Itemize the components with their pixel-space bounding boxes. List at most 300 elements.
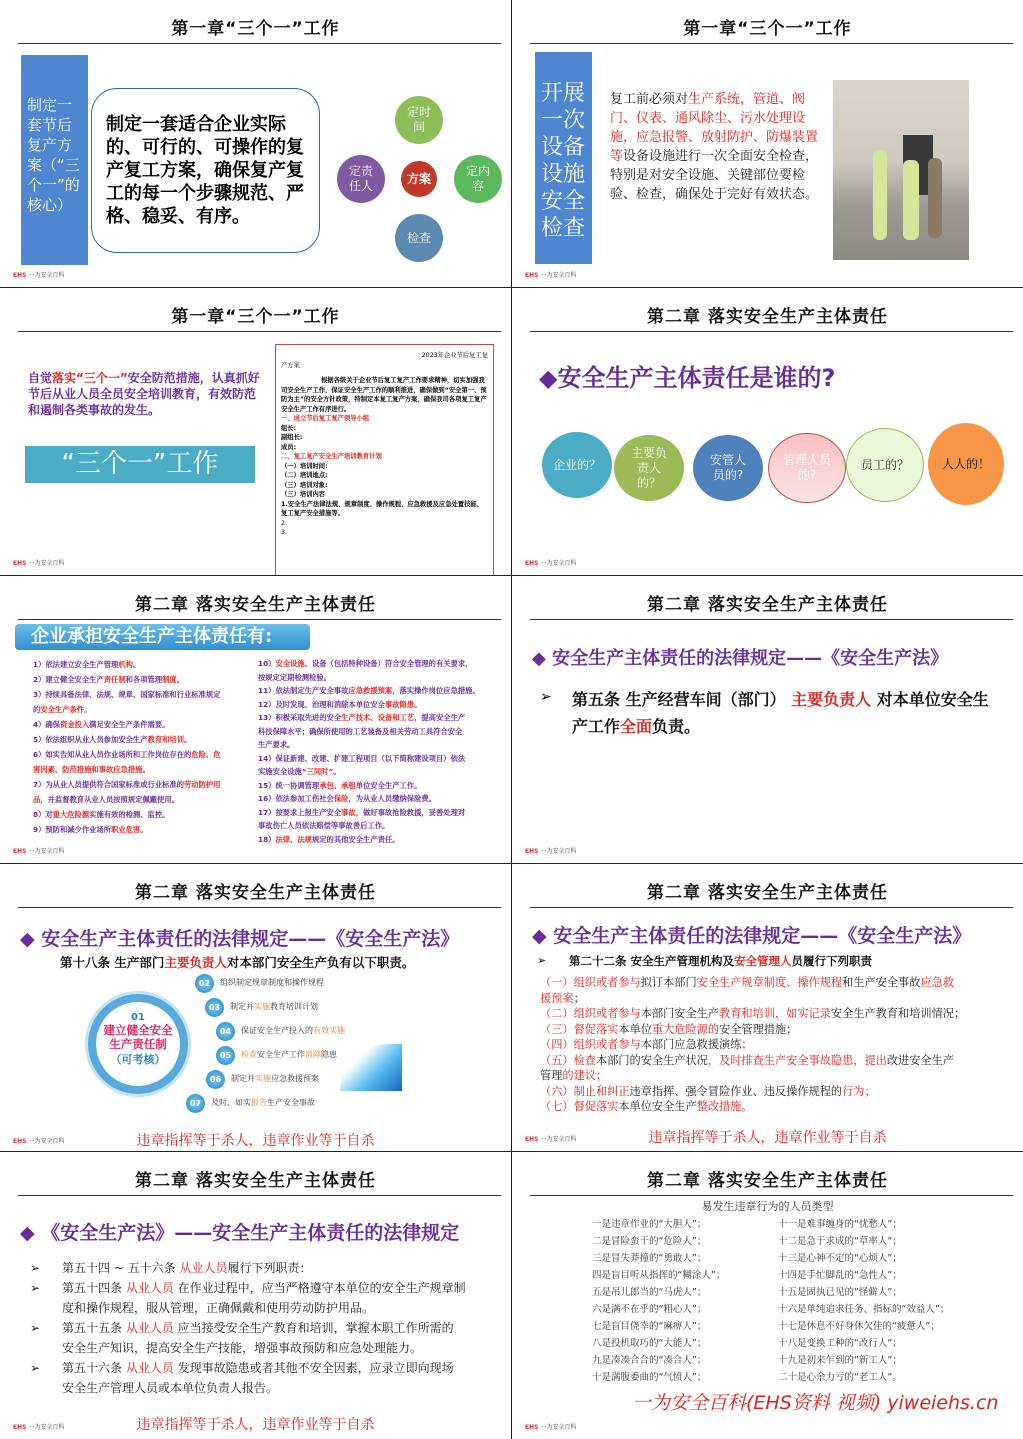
- slide-title: 第二章 落实安全生产主体责任: [647, 883, 888, 903]
- text-segment: 和生产安全事故: [842, 976, 921, 989]
- type-item: 十八是变换工种的“改行人”；: [778, 1338, 902, 1349]
- step-badge: 07: [186, 1094, 205, 1113]
- text-segment: 。: [333, 767, 341, 776]
- side-label: 制定一套节后复产方案（“三个一”的核心）: [21, 55, 88, 265]
- list-line: [540, 991, 965, 1007]
- type-item: 二是冒险蛮干的“危险人”；: [592, 1236, 707, 1247]
- text-segment: 对本部门安全生产负有以下职责。: [226, 955, 415, 970]
- law-heading: ◆ 安全生产主体责任的法律规定——《安全生产法》: [20, 928, 460, 950]
- article-list: [30, 1258, 505, 1398]
- law-heading: ◆ 安全生产主体责任的法律规定——《安全生产法》: [532, 648, 949, 669]
- article-line: [30, 1358, 505, 1378]
- type-item: 七是盲目侥幸的“麻痹人”；: [592, 1321, 707, 1332]
- footer-logo: EHS 一为安全百科: [525, 272, 577, 279]
- list-line: [33, 762, 221, 777]
- article-5: [572, 686, 1002, 740]
- duty-list-left: [33, 657, 221, 837]
- type-item: 十九是初来乍到的“新工人”；: [778, 1355, 902, 1366]
- doc-line: 副组长:: [281, 434, 303, 441]
- doc-line: （三）培训对象:: [281, 481, 328, 489]
- bubble-manager: 管理人员的?: [768, 433, 846, 503]
- node-content: 定内容: [454, 155, 502, 203]
- text-segment: 保证安全生产投入的: [241, 1026, 313, 1035]
- text-segment: 。: [414, 699, 422, 709]
- type-item: 五是吊儿郎当的“马虎人”；: [592, 1287, 707, 1298]
- highlight-text: 事故隐患: [384, 699, 415, 709]
- side-label: 开展一次设备设施安全检查: [535, 52, 592, 264]
- text-segment: 设备设施进行一次全面安全检查，特别是对安全设施、关键部位要检验、检查，确保处于完好有效状态。: [610, 149, 819, 202]
- text-segment: 第五十五条: [62, 1321, 126, 1335]
- divider: [530, 43, 1013, 44]
- footer-logo: EHS 一为安全百科: [525, 1136, 577, 1143]
- text-segment: 安全生产工作: [257, 1050, 305, 1059]
- text-segment: 4）确保: [33, 720, 60, 729]
- text-segment: 改进安全生产: [886, 1053, 954, 1067]
- bullet-icon: ➢: [30, 1261, 41, 1275]
- highlight-text: 重大危险源的: [651, 1022, 720, 1036]
- slide-8[interactable]: [512, 864, 1023, 1151]
- step-text: [211, 1097, 315, 1109]
- text-segment: 拟订本部门: [640, 976, 697, 989]
- article-line: [30, 1258, 505, 1278]
- type-item: 八是投机取巧的“大能人”；: [592, 1338, 707, 1349]
- list-line: [540, 1037, 965, 1053]
- question-heading: ◆安全生产主体责任是谁的?: [539, 364, 836, 392]
- duty-list-right: [258, 657, 480, 846]
- text-segment: 18）: [258, 834, 276, 844]
- type-item: 九是凑凑合合的“凑合人”；: [592, 1355, 707, 1366]
- doc-paragraph: 根据各级关于企业节后复工复产工作要求精神，切实加强我司安全生产工作，保证安全生产工作的顺利推进，确保做到“安全第一、预防为主”的安全方针政策，特制定本复工复产方案，确保我司各项复工复产安全生产工作有序进行。: [281, 377, 487, 413]
- step-badge: 05: [216, 1046, 235, 1065]
- highlight-text: 承租: [341, 780, 356, 790]
- footer-logo: EHS 一为安全百科: [525, 848, 577, 855]
- text-segment: 12）及时发现、治理和消除本单位安全: [258, 699, 385, 709]
- banner: 企业承担安全生产主体责任有:: [15, 624, 310, 650]
- text-segment: 实施有效的检测、监控。: [89, 810, 170, 819]
- highlight-text: 行为；: [842, 1084, 876, 1098]
- text-segment: 。: [176, 675, 185, 684]
- list-line: [258, 833, 480, 847]
- type-item: 十五是固执已见的“怪僻人”；: [778, 1287, 902, 1298]
- list-line: [258, 752, 480, 766]
- text-segment: 负责。: [652, 717, 701, 736]
- list-line: [258, 806, 480, 820]
- doc-heading: 2023年企业节后复工复: [421, 352, 488, 359]
- highlight-text: 安全管理人: [734, 954, 792, 968]
- text-segment: 生产要求。: [258, 740, 295, 749]
- law-heading: ◆ 安全生产主体责任的法律规定——《安全生产法》: [532, 925, 972, 947]
- list-line: [33, 777, 221, 792]
- step-badge: 02: [195, 974, 214, 993]
- highlight-text: 教育和培训: [147, 735, 185, 744]
- text-segment: 17）按要求上报生产安全: [258, 807, 342, 817]
- text-segment: 满足安全生产条件需要。: [89, 720, 170, 729]
- text-segment: 13）积极采取先进的安全: [258, 713, 342, 722]
- divider: [18, 43, 501, 44]
- text-segment: 安全生产知识，提高安全生产技能，增强事故预防和应急处理能力。: [62, 1341, 423, 1355]
- divider: [18, 907, 501, 908]
- highlight-text: 应急救: [920, 976, 955, 989]
- text-segment: 科技保障水平；确保所使用的工艺装备及相关劳动工具符合安全: [258, 726, 463, 736]
- list-line: [540, 1022, 965, 1038]
- type-item: 十二是急于求成的“草率人”；: [778, 1236, 902, 1247]
- list-line: [540, 1068, 965, 1084]
- highlight-text: 制度: [162, 675, 177, 684]
- text-segment: 复工前必须对: [610, 92, 689, 107]
- text-segment: 履行下列职责：: [227, 1261, 312, 1275]
- list-line: [33, 672, 221, 687]
- list-line: [540, 975, 965, 991]
- slide-title: 第二章 落实安全生产主体责任: [647, 595, 888, 615]
- doc-line: 2.: [281, 519, 288, 527]
- step-text: [230, 1001, 318, 1013]
- highlight-text: （一）组织或者参与: [540, 976, 641, 989]
- responsibility-hub: [88, 994, 188, 1094]
- text-segment: 本部门安全生产: [640, 1007, 720, 1020]
- doc-line: （一）培训时间:: [281, 462, 328, 470]
- plan-document: [275, 344, 494, 575]
- text-segment: 事故伤亡人员依法赔偿等事故善后工作。: [258, 821, 390, 830]
- text-segment: 管理: [540, 1069, 563, 1082]
- slide-3[interactable]: [0, 288, 511, 575]
- text-segment: 第二十二条 安全生产管理机构及: [569, 954, 735, 968]
- highlight-text: 主要负责人: [164, 955, 227, 970]
- types-list-left: [592, 1216, 725, 1386]
- text-segment: 的: [33, 705, 41, 714]
- node-check: 检查: [395, 214, 443, 262]
- highlight-text: ；: [741, 1038, 753, 1051]
- footer-logo: EHS 一为安全百科: [13, 1424, 65, 1431]
- bubble-everyone: 人人的！: [928, 423, 1004, 505]
- highlight-text: 整改措施。: [696, 1100, 753, 1113]
- highlight-text: 安全生产条件: [40, 705, 85, 714]
- divider: [18, 619, 501, 620]
- text-segment: 教育培训计划: [270, 1002, 318, 1011]
- highlight-text: 机构: [118, 660, 133, 669]
- article-line: [30, 1298, 505, 1318]
- text-segment: 隐患: [321, 1050, 337, 1059]
- slide-5[interactable]: [0, 576, 511, 863]
- list-line: [33, 717, 221, 732]
- node-plan: 方案: [401, 161, 437, 197]
- doc-line: 组长:: [281, 424, 297, 432]
- text-segment: 10）: [258, 659, 276, 668]
- text-segment: 第五条 生产经营车间（部门）: [572, 690, 792, 709]
- highlight-text: （四）组织或者参与: [540, 1038, 641, 1051]
- highlight-text: （三）督促落实: [540, 1022, 619, 1036]
- list-line: [258, 711, 480, 725]
- type-item: 十一是难事缠身的“忧愁人”；: [778, 1219, 902, 1230]
- list-line: [258, 819, 480, 833]
- list-line: [540, 1006, 965, 1022]
- highlight-text: 生产技术、设备和工艺: [341, 713, 415, 722]
- text-segment: ，并监督教育从业人员按照规定佩戴使用。: [40, 795, 179, 804]
- text-segment: 、设备（包括特种设备）符合安全管理的有关要求，: [304, 659, 473, 668]
- list-line: [33, 657, 221, 672]
- highlight-text: 从业人员: [125, 1361, 174, 1375]
- node-owner: 定责任人: [337, 155, 385, 203]
- divider: [530, 907, 1013, 908]
- highlight-text: 报告: [251, 1098, 267, 1107]
- slide-2[interactable]: [512, 0, 1023, 287]
- text-segment: 5）依法组织从业人员参加安全生产: [33, 735, 148, 744]
- text-segment: 本单位安全生产: [618, 1100, 697, 1113]
- inspection-photo: [833, 80, 969, 260]
- highlight-text: 的建议；: [562, 1069, 608, 1082]
- highlight-text: 安全生产规章制度、操作规程: [696, 976, 843, 989]
- highlight-text: 安全设施: [275, 659, 305, 668]
- doc-heading-2: 产方案: [281, 361, 300, 369]
- list-line: [540, 1053, 965, 1069]
- divider: [530, 331, 1013, 332]
- divider: [18, 1195, 501, 1196]
- text-segment: 安全防范措施，认真抓好节后从业人员全员安全培训教育，有效防范和遏制各类事故的发生。: [28, 371, 260, 417]
- type-item: 十四是手忙脚乱的“急性人”；: [778, 1270, 902, 1281]
- text-segment: 第五十四条: [62, 1281, 126, 1295]
- highlight-text: 事故: [341, 807, 356, 817]
- slide-4[interactable]: [512, 288, 1023, 575]
- summary-box: 制定一套适合企业实际的、可行的、可操作的复产复工方案，确保复产复工的每一个步骤规范、严格、稳妥、有序。: [91, 88, 320, 253]
- bubble-principal: 主要负责人的？: [614, 435, 684, 501]
- type-item: 十是满腹委曲的“气愤人”；: [592, 1372, 707, 1383]
- bubble-employee: 员工的？: [846, 428, 924, 502]
- list-line: [258, 698, 480, 712]
- article-line: [30, 1378, 505, 1398]
- bullet-icon: ➢: [30, 1281, 41, 1295]
- text-segment: 按规定定期检测检验。: [258, 672, 331, 682]
- slide-title: 第一章“三个一”工作: [683, 19, 852, 39]
- types-list-right: [778, 1216, 949, 1386]
- step-text: [241, 1049, 337, 1061]
- hub-subtitle: （可考核）: [110, 1053, 166, 1066]
- text-segment: 。: [142, 765, 150, 774]
- highlight-text: 援预案: [540, 991, 574, 1005]
- step-badge: 04: [216, 1022, 235, 1041]
- highlight-text: 从业人员: [179, 1261, 228, 1275]
- text-segment: 和各项管理: [125, 675, 163, 684]
- slide-1[interactable]: [0, 0, 511, 287]
- text-segment: 违章指挥、强令冒险作业、违反操作规程的: [629, 1084, 843, 1098]
- text-segment: 9）预防和减少作业场所: [33, 825, 112, 834]
- text-segment: 安全生产教育和培训情况；: [830, 1007, 966, 1020]
- text-segment: 7）为从业人员提供符合国家标准或行业标准的: [33, 780, 185, 789]
- text-segment: 安全生产管理人员或本单位负责人报告。: [62, 1381, 279, 1395]
- doc-line: 1.安全生产法律法规、规章制度、操作规程、应急救援及应急处置技能、复工复产安全措施等。: [281, 500, 483, 517]
- highlight-text: 从业人员: [125, 1321, 174, 1335]
- highlight-text: 资金投入: [59, 720, 90, 729]
- list-line: [258, 671, 480, 685]
- watermark: 一为安全百科(EHS资料 视频) yiweiehs.cn: [632, 1392, 999, 1414]
- highlight-text: 实施: [255, 1074, 271, 1083]
- slide-title: 第一章“三个一”工作: [171, 307, 340, 327]
- list-line: [258, 765, 480, 779]
- text-segment: 自觉: [28, 371, 53, 385]
- text-segment: 、: [333, 780, 342, 790]
- type-item: 三是冒失莽撞的“勇敢人”；: [592, 1253, 707, 1264]
- type-item: 十三是心神不定的“心烦人”；: [778, 1253, 902, 1264]
- text-segment: 。: [84, 705, 92, 714]
- bullet-icon: ➢: [540, 689, 552, 705]
- type-item: 六是满不在乎的“粗心人”；: [592, 1304, 707, 1315]
- slogan: 违章指挥等于杀人，违章作业等于自杀: [136, 1133, 375, 1149]
- list-line: [33, 792, 221, 807]
- law-heading: ◆ 《安全生产法》——安全生产主体责任的法律规定: [20, 1222, 460, 1244]
- text-segment: 8）对: [33, 810, 53, 819]
- text-segment: 。: [184, 735, 192, 744]
- step-badge: 06: [206, 1070, 225, 1089]
- doc-section-2: 二、复工复产安全生产培训教育计划: [281, 453, 382, 460]
- text-segment: 对本单位安全生产工作: [572, 690, 989, 736]
- list-line: [33, 732, 221, 747]
- highlight-text: 有效实施: [313, 1026, 345, 1035]
- list-line: [540, 1099, 965, 1115]
- text-segment: 。: [140, 825, 148, 834]
- text-segment: 本部门的安全生产状况: [595, 1053, 708, 1067]
- slide-title: 第二章 落实安全生产主体责任: [135, 1171, 376, 1191]
- footer-logo: EHS 一为安全百科: [525, 1424, 577, 1431]
- footer-logo: EHS 一为安全百科: [13, 272, 65, 279]
- list-line: [33, 687, 221, 702]
- highlight-text: 承包: [319, 780, 334, 790]
- text-segment: 2）建立健全安全生产: [33, 675, 104, 684]
- highlight-text: 品: [33, 795, 41, 804]
- highlight-text: 保险: [333, 794, 349, 803]
- highlight-text: 职业危害: [111, 825, 141, 834]
- footer-logo: EHS 一为安全百科: [525, 560, 577, 567]
- text-segment: 3）持续具备法律、法规、规章、国家标准和行业标准规定: [33, 690, 221, 699]
- step-badge: 03: [205, 998, 224, 1017]
- bullet-icon: ➢: [537, 954, 547, 967]
- text-segment: 。: [132, 660, 141, 669]
- body-text: [610, 90, 820, 204]
- list-line: [258, 738, 480, 752]
- type-item: 四是盲目听从指挥的“糊涂人”；: [592, 1270, 726, 1281]
- doc-line: 3.: [281, 529, 288, 536]
- step-text: [220, 977, 324, 989]
- bullet-icon: ➢: [30, 1361, 41, 1375]
- highlight-text: 法规: [297, 834, 312, 844]
- text-segment: 1）依法建立安全生产管理: [33, 660, 119, 669]
- divider: [530, 619, 1013, 620]
- duty-list: [540, 975, 965, 1115]
- footer-logo: EHS 一为安全百科: [13, 848, 65, 855]
- highlight-text: ，及时排查生产安全事故隐患，提出: [707, 1053, 887, 1067]
- footer-logo: EHS 一为安全百科: [13, 560, 65, 567]
- hub-title: 建立健全安全生产责任制: [103, 1023, 173, 1051]
- intro-text: [28, 370, 263, 418]
- highlight-text: 教育和培训，如实记录: [719, 1007, 831, 1020]
- text-segment: 第五十六条: [62, 1361, 126, 1375]
- doc-section-1: 一、成立节后复工复产领导小组: [281, 415, 370, 422]
- article-22: [569, 953, 872, 969]
- text-segment: 应当接受安全生产教育和培训，掌握本职工作所需的: [173, 1321, 454, 1335]
- slide-9[interactable]: [0, 1152, 511, 1439]
- text-segment: 发现事故隐患或者其他不安全因素，应录立即向现场: [173, 1361, 454, 1375]
- highlight-text: 检查: [241, 1050, 257, 1059]
- text-segment: 15）统一协调管理: [258, 780, 320, 790]
- text-segment: 16）依法参加工伤社会: [258, 794, 334, 803]
- text-segment: 、: [290, 834, 298, 844]
- list-line: [540, 1084, 965, 1100]
- text-segment: 组织制定规章制度和操作规程: [220, 978, 324, 987]
- text-segment: 第五十四 ~ 五十六条: [62, 1261, 180, 1275]
- highlight-text: 法律: [275, 834, 291, 844]
- slide-6[interactable]: [512, 576, 1023, 863]
- highlight-text: 落实“三个一”: [52, 371, 128, 385]
- text-segment: 安全管理措施；: [719, 1022, 798, 1036]
- text-segment: ，落实操作岗位应急措施。: [392, 686, 480, 695]
- highlight-text: 劳动防护用: [184, 780, 221, 789]
- slide-7[interactable]: [0, 864, 511, 1151]
- list-line: [33, 822, 221, 837]
- text-segment: 规定的其他安全生产责任。: [311, 834, 400, 844]
- text-segment: 员履行下列职责: [791, 954, 873, 968]
- list-line: [33, 807, 221, 822]
- text-segment: ，做好事故抢险救援，妥善处理对: [355, 807, 466, 817]
- list-line: [258, 725, 480, 739]
- article-18: [60, 953, 414, 971]
- list-line: [258, 779, 480, 793]
- text-segment: 制定并: [231, 1074, 255, 1083]
- highlight-text: 全面: [620, 717, 653, 736]
- text-segment: ，提高安全生产: [414, 713, 466, 722]
- text-segment: 单位安全生产工作。: [355, 780, 422, 790]
- slide-title: 第二章 落实安全生产主体责任: [647, 307, 888, 327]
- text-segment: 6）如实告知从业人员作业场所和工作岗位存在的: [33, 750, 192, 759]
- highlight-text: （二）组织或者参与: [540, 1007, 641, 1020]
- slogan: 违章指挥等于杀人，违章作业等于自杀: [648, 1130, 887, 1146]
- slide-title: 第二章 落实安全生产主体责任: [647, 1171, 888, 1191]
- decorative-globe: [340, 1044, 402, 1091]
- text-segment: 第十八条 生产部门: [60, 955, 165, 970]
- bubble-safety-manager: 安管人员的?: [693, 435, 763, 501]
- list-line: [33, 702, 221, 717]
- doc-line: （三）培训内容: [281, 491, 326, 498]
- list-line: [258, 684, 480, 698]
- text-segment: 应急救援预案: [271, 1074, 319, 1083]
- text-segment: 本部门应急救援演练: [640, 1038, 742, 1051]
- article-line: [30, 1278, 505, 1298]
- type-item: 一是违章作业的“大胆人”；: [592, 1219, 707, 1230]
- banner: “三个一”工作: [25, 446, 255, 483]
- highlight-text: 消除: [305, 1050, 321, 1059]
- text-segment: 生产安全事故: [267, 1098, 315, 1107]
- bubble-enterprise: 企业的？: [542, 432, 612, 498]
- slide-title: 第一章“三个一”工作: [171, 19, 340, 39]
- highlight-text: “三同时”: [301, 767, 334, 776]
- type-item: 二十是心余力亏的“老工人”。: [778, 1372, 902, 1383]
- text-segment: 本单位: [618, 1022, 652, 1036]
- type-item: 十七是休息不好身休欠佳的“疲惫人”；: [778, 1321, 940, 1332]
- footer-logo: EHS 一为安全百科: [13, 1138, 65, 1145]
- slide-title: 第二章 落实安全生产主体责任: [135, 883, 376, 903]
- text-segment: ；: [573, 991, 585, 1005]
- type-item: 十六是单纯追求任务、指标的“效益人”；: [778, 1304, 950, 1315]
- highlight-text: 危险、危: [191, 750, 221, 759]
- highlight-text: 从业人员: [125, 1281, 174, 1295]
- text-segment: 11）依法制定生产安全事故: [258, 686, 349, 695]
- highlight-text: 实施: [254, 1002, 270, 1011]
- highlight-text: 主要负责人: [791, 690, 872, 709]
- highlight-text: 责任制: [103, 675, 126, 684]
- text-segment: 度和操作规程，服从管理，正确佩戴和使用劳动防护用品。: [62, 1301, 375, 1315]
- list-line: [258, 657, 480, 671]
- divider: [18, 331, 501, 332]
- highlight-text: （五）检查: [540, 1053, 596, 1067]
- slide-10[interactable]: [512, 1152, 1023, 1439]
- divider: [530, 1195, 1013, 1196]
- text-segment: 及时、如实: [211, 1098, 251, 1107]
